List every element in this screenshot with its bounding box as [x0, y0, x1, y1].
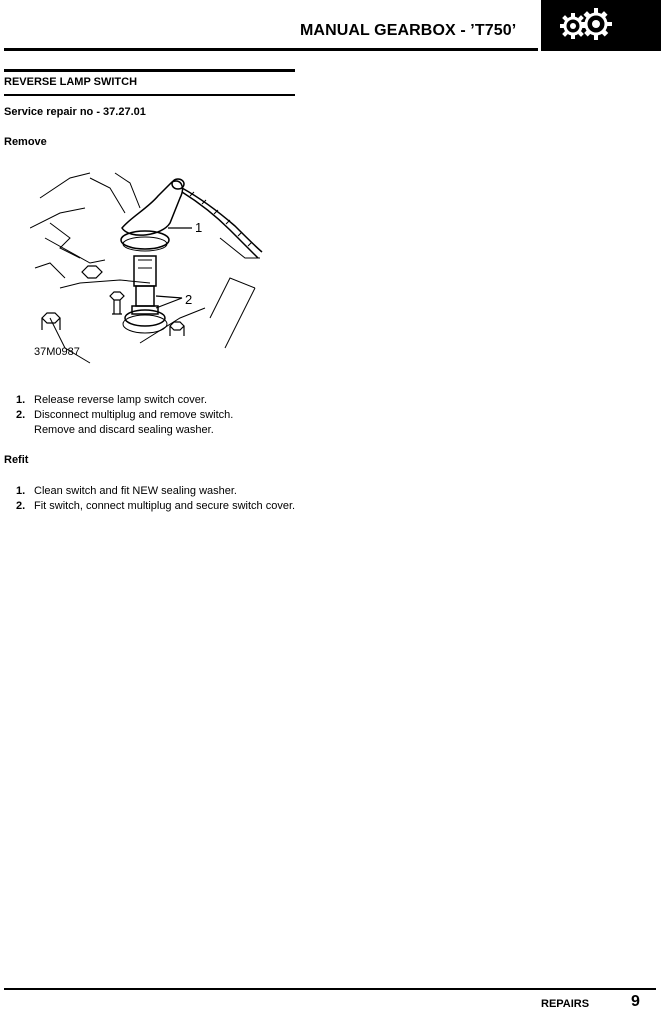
section-bottom-rule: [4, 94, 295, 96]
remove-steps: [4, 393, 304, 438]
figure-code: 37M0987: [34, 346, 80, 358]
chapter-tab: [541, 0, 661, 51]
step-number: 1.: [16, 394, 26, 406]
remove-heading: Remove: [4, 136, 47, 148]
footer-divider: [4, 988, 656, 990]
refit-steps: [4, 484, 304, 514]
callout-2: 2: [185, 292, 193, 307]
list-item: [4, 484, 304, 499]
callout-1: 1: [195, 220, 203, 235]
header-divider: [4, 48, 538, 51]
service-repair-number: Service repair no - 37.27.01: [4, 106, 146, 118]
step-text: Clean switch and fit NEW sealing washer.: [34, 485, 237, 497]
step-number: 2.: [16, 500, 26, 512]
list-item: [4, 393, 304, 408]
footer-section-label: REPAIRS: [541, 998, 590, 1010]
list-item: [4, 499, 296, 514]
step-number: 1.: [16, 485, 26, 497]
step-number: 2.: [16, 409, 26, 421]
refit-heading: Refit: [4, 454, 29, 466]
gears-icon: [555, 6, 615, 46]
page-header-title: MANUAL GEARBOX - ’T750’: [300, 22, 517, 39]
step-text: Release reverse lamp switch cover.: [34, 394, 208, 406]
page-number: 9: [631, 993, 640, 1010]
section-top-rule: [4, 69, 295, 72]
reverse-lamp-switch-illustration: [30, 168, 270, 366]
section-title: REVERSE LAMP SWITCH: [4, 76, 138, 88]
list-item: [4, 408, 269, 438]
step-text: Fit switch, connect multiplug and secure switch cover.: [34, 500, 296, 512]
step-text: Disconnect multiplug and remove switch. Remove and discard sealing washer.: [34, 409, 234, 436]
